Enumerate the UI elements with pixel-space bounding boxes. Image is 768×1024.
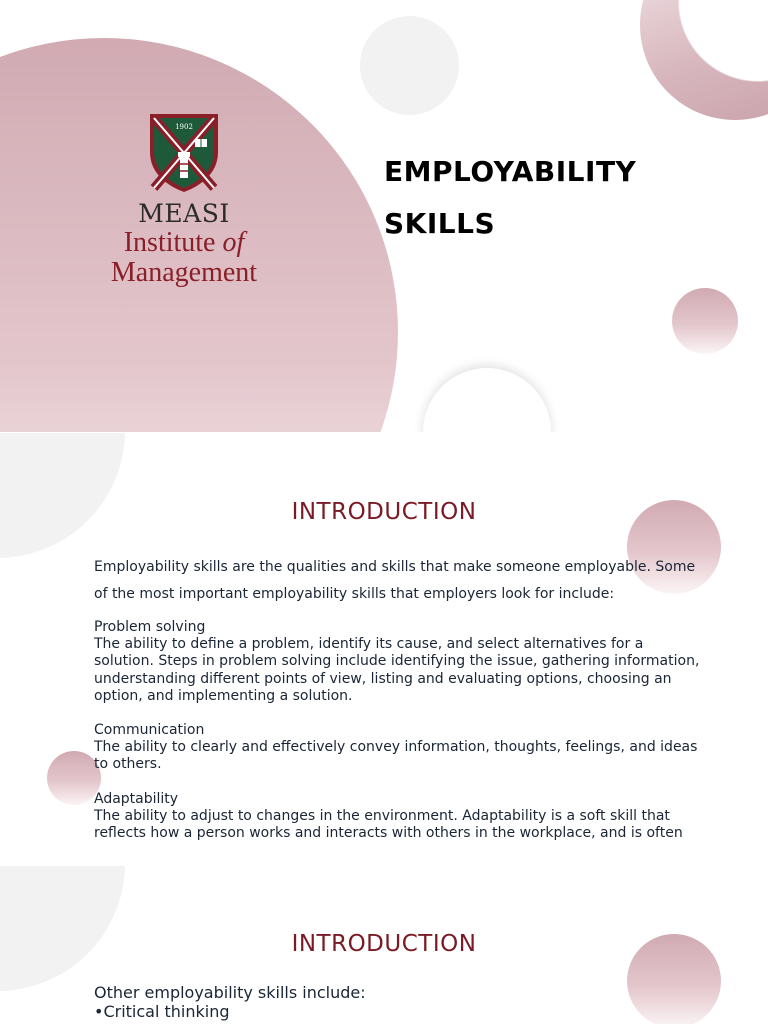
section-adaptability — [94, 791, 704, 843]
introduction-slide-2 — [0, 866, 768, 1024]
section-text: The ability to define a problem, identify its cause, and select alternatives for a solution. Steps in problem solving include identifying the issue, gathering information, understanding different points of view, listing and evaluating options, choosing an option, and implementing a solution. — [94, 636, 700, 704]
logo-of: of — [222, 227, 245, 258]
measi-logo — [92, 112, 276, 288]
introduction-slide — [0, 433, 768, 865]
crest-icon — [148, 112, 220, 194]
lead-text: Other employability skills include: — [94, 983, 366, 1002]
title-slide — [0, 0, 768, 432]
slide-body — [94, 554, 704, 842]
decor-ring-top-right — [640, 0, 768, 120]
decor-grey-circle — [360, 16, 459, 115]
section-problem-solving — [94, 619, 704, 705]
decor-grey-half-circle — [0, 866, 125, 991]
section-text: The ability to clearly and effectively convey information, thoughts, feelings, and ideas to others. — [94, 739, 698, 773]
logo-measi: MEASI — [138, 199, 230, 228]
intro-paragraph: Employability skills are the qualities and skills that make someone employable. Some of the most important employability skills that employers look for include: — [94, 559, 696, 602]
section-communication — [94, 722, 704, 774]
list-item: •Critical thinking — [94, 1002, 230, 1021]
slide-heading: INTRODUCTION — [291, 931, 477, 957]
title-line-2: SKILLS — [384, 207, 496, 240]
section-title: Adaptability — [94, 790, 179, 807]
decor-small-pink-circle — [672, 288, 738, 354]
section-title: Communication — [94, 722, 205, 739]
slide-title — [384, 146, 636, 250]
slide-heading: INTRODUCTION — [291, 499, 477, 525]
decor-white-half-circle — [423, 368, 551, 432]
title-line-1: EMPLOYABILITY — [384, 155, 637, 188]
crest-year: 1902 — [175, 123, 193, 131]
decor-pink-circle-left — [47, 751, 101, 805]
slide-body — [94, 983, 704, 1021]
logo-management: Management — [110, 257, 258, 288]
section-title: Problem solving — [94, 619, 206, 635]
section-text: The ability to adjust to changes in the environment. Adaptability is a soft skill that reflects how a person works and interacts with others in the workplace, and is often — [94, 807, 683, 842]
decor-grey-half-circle — [0, 433, 125, 558]
logo-institute: Institute — [123, 227, 216, 258]
logo-institute-line — [92, 228, 276, 258]
